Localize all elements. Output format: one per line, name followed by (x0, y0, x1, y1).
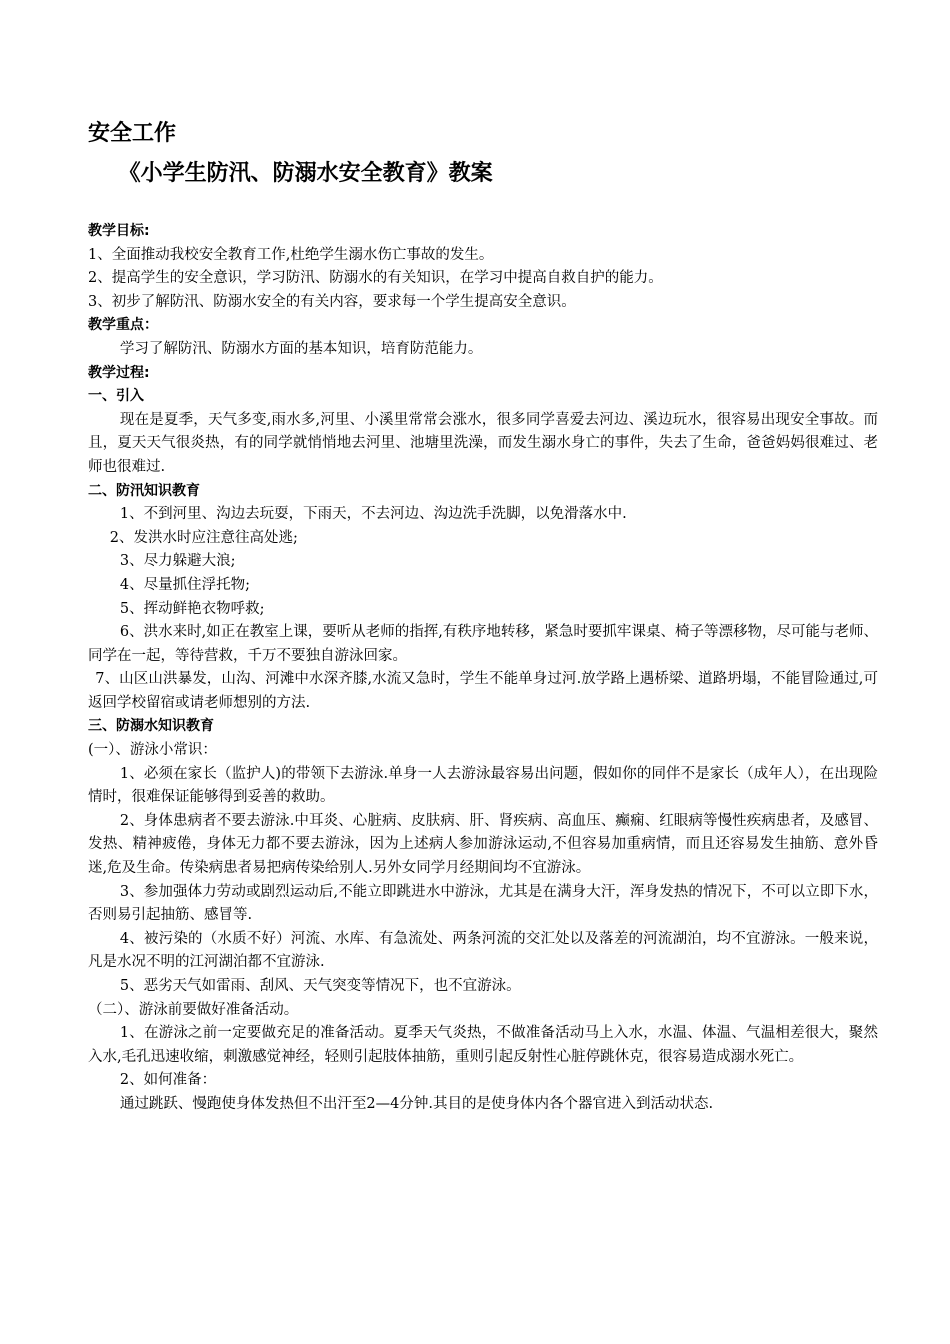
doc-label: 安全工作 (88, 121, 177, 146)
drown-heading: 三、防溺水知识教育 (88, 718, 214, 735)
drown-sub2-item: 通过跳跃、慢跑使身体发热但不出汗至2—4分钟.其目的是使身体内各个器官进入到活动状态. (119, 1095, 714, 1112)
focus-heading: 教学重点： (88, 317, 158, 334)
drown-sub2-item: 1、在游泳之前一定要做充足的准备活动。夏季天气炎热，不做准备活动马上入水，水温、体温、气温相差很大，聚然入水,毛孔迅速收缩，刺激感觉神经，轻则引起肢体抽筋，重则引起反射性心脏停跳休克，很容易造成溺水死亡。 (88, 1025, 878, 1065)
drown-sub1-item: 1、必须在家长（监护人)的带领下去游泳.单身一人去游泳最容易出问题，假如你的同伴不是家长（成年人），在出现险情时，很难保证能够得到妥善的救助。 (88, 765, 878, 806)
goal-item: 2、提高学生的安全意识，学习防汛、防溺水的有关知识，在学习中提高自救自护的能力。 (88, 270, 663, 287)
flood-item: 4、尽量抓住浮托物; (119, 576, 251, 593)
process-heading: 教学过程: (88, 364, 150, 381)
flood-item: 3、尽力躲避大浪; (119, 553, 236, 570)
intro-text: 现在是夏季，天气多变,雨水多,河里、小溪里常常会涨水，很多同学喜爱去河边、溪边玩水，很容易出现安全事故。而且，夏天天气很炎热，有的同学就悄悄地去河里、池塘里洗澡，而发生溺水身亡的事件，失去了生命，爸爸妈妈很难过、老师也很难过. (88, 411, 878, 475)
focus-text: 学习了解防汛、防溺水方面的基本知识，培育防范能力。 (119, 340, 483, 357)
goal-item: 1、全面推动我校安全教育工作,杜绝学生溺水伤亡事故的发生。 (88, 246, 494, 263)
title-spacer (88, 190, 878, 220)
document-page (88, 118, 878, 1117)
drown-sub1-item: 5、恶劣天气如雷雨、刮风、天气突变等情况下，也不宜游泳。 (119, 978, 521, 994)
flood-item: 6、洪水来时,如正在教室上课，要听从老师的指挥,有秩序地转移，紧急时要抓牢课桌、椅子等漂移物，尽可能与老师、同学在一起，等待营救，千万不要独自游泳回家。 (88, 624, 878, 664)
intro-heading: 一、引入 (88, 388, 144, 405)
flood-item: 2、发洪水时应注意往高处逃; (109, 529, 298, 546)
drown-sub2-item: 2、如何准备： (119, 1072, 217, 1089)
drown-sub1-item: 3、参加强体力劳动或剧烈运动后,不能立即跳进水中游泳，尤其是在满身大汗，浑身发热的情况下，不可以立即下水，否则易引起抽筋、感冒等. (88, 883, 878, 924)
flood-heading: 二、防汛知识教育 (88, 482, 200, 499)
flood-item: 1、不到河里、沟边去玩耍，下雨天，不去河边、沟边洗手洗脚，以免滑落水中. (119, 506, 627, 523)
drown-sub2-heading: （二）、游泳前要做好准备活动。 (88, 1001, 299, 1018)
drown-sub1-item: 4、被污染的（水质不好）河流、水库、有急流处、两条河流的交汇处以及落差的河流湖泊，均不宜游泳。一般来说，凡是水况不明的江河湖泊都不宜游泳. (88, 930, 878, 971)
doc-title: 《小学生防汛、防溺水安全教育》教案 (118, 161, 493, 186)
goals-heading: 教学目标: (88, 223, 150, 239)
drown-sub1-item: 2、身体患病者不要去游泳.中耳炎、心脏病、皮肤病、肝、肾疾病、高血压、癫痫、红眼病等慢性疾病患者，及感冒、发热、精神疲倦，身体无力都不要去游泳，因为上述病人参加游泳运动,不但容易加重病情，而且还容易发生抽筋、意外昏迷,危及生命。传染病患者易把病传染给别人.另外女同学月经期间均不宜游泳。 (88, 812, 878, 877)
flood-item: 7、山区山洪暴发，山沟、河滩中水深齐膝,水流又急时，学生不能单身过河.放学路上遇桥梁、道路坍塌，不能冒险通过,可返回学校留宿或请老师想别的方法. (88, 671, 878, 711)
goal-item: 3、初步了解防汛、防溺水安全的有关内容，要求每一个学生提高安全意识。 (88, 293, 576, 310)
flood-item: 5、挥动鲜艳衣物呼救; (119, 600, 265, 617)
drown-sub1-heading: (一）、游泳小常识： (88, 742, 217, 759)
